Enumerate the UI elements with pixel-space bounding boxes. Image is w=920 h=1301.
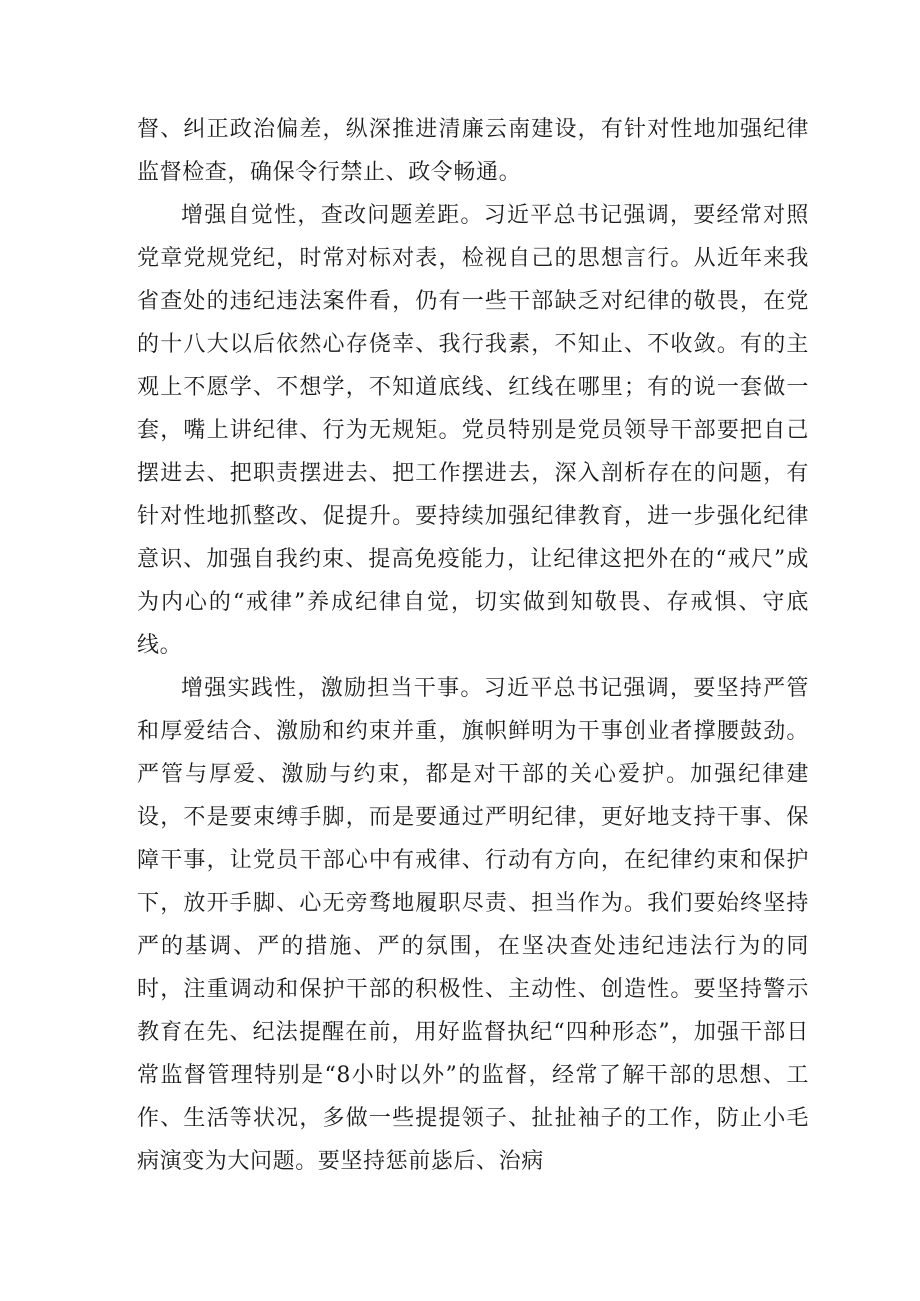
paragraph-continuation: 督、纠正政治偏差，纵深推进清廉云南建设，有针对性地加强纪律监督检查，确保令行禁止、政令畅通。 bbox=[137, 117, 809, 185]
paragraph-practice: 增强实践性，激励担当干事。习近平总书记强调，要坚持严管和厚爱结合、激励和约束并重，旗帜鲜明为干事创业者撑腰鼓劲。严管与厚爱、激励与约束，都是对干部的关心爱护。加强纪律建设，不是要束缚手脚，而是要通过严明纪律，更好地支持干事、保障干事，让党员干部心中有戒律、行动有方向，在纪律约束和保护下，放开手脚、心无旁骛地履职尽责、担当作为。我们要始终坚持严的基调、严的措施、严的氛围，在坚决查处违纪违法行为的同时，注重调动和保护干部的积极性、主动性、创造性。要坚持警示教育在先、纪法提醒在前，用好监督执纪“四种形态”，加强干部日常监督管理特别是“8小时以外”的监督，经常了解干部的思想、工作、生活等状况，多做一些提提领子、扯扯袖子的工作，防止小毛病演变为大问题。要坚持惩前毖后、治病 bbox=[137, 676, 809, 1174]
body-text bbox=[137, 108, 809, 1183]
paragraph-self-awareness: 增强自觉性，查改问题差距。习近平总书记强调，要经常对照党章党规党纪，时常对标对表，检视自己的思想言行。从近年来我省查处的违纪违法案件看，仍有一些干部缺乏对纪律的敬畏，在党的十八大以后依然心存侥幸、我行我素，不知止、不收敛。有的主观上不愿学、不想学，不知道底线、红线在哪里；有的说一套做一套，嘴上讲纪律、行为无规矩。党员特别是党员领导干部要把自己摆进去、把职责摆进去、把工作摆进去，深入剖析存在的问题，有针对性地抓整改、促提升。要持续加强纪律教育，进一步强化纪律意识、加强自我约束、提高免疫能力，让纪律这把外在的“戒尺”成为内心的“戒律”养成纪律自觉，切实做到知敬畏、存戒惧、守底线。 bbox=[137, 203, 809, 658]
